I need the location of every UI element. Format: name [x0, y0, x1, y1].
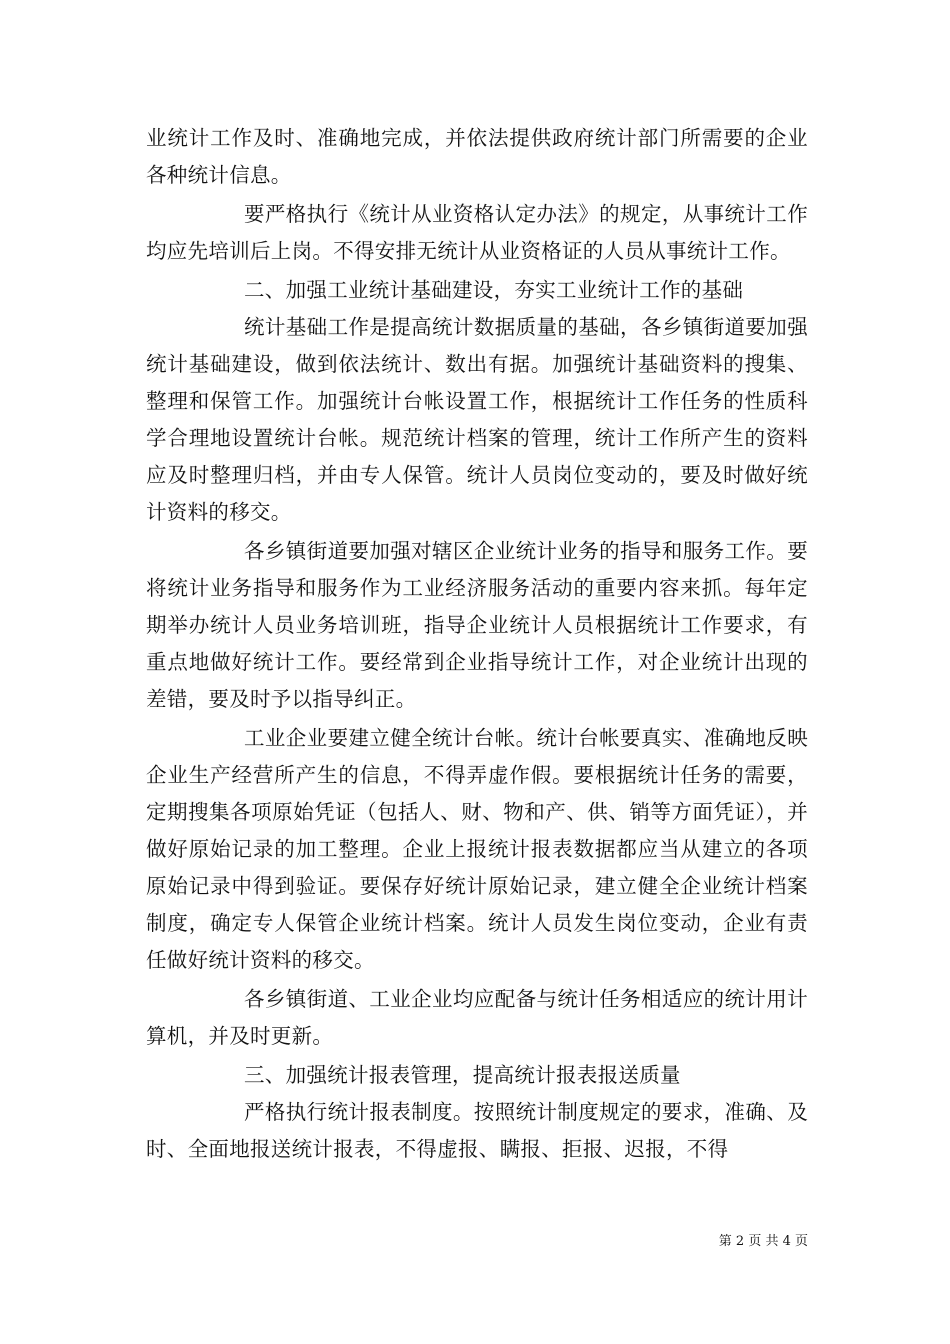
document-body — [146, 120, 808, 1168]
section-heading-3: 三、加强统计报表管理，提高统计报表报送质量 — [244, 1063, 681, 1087]
paragraph-continuation: 业统计工作及时、准确地完成，并依法提供政府统计部门所需要的企业各种统计信息。 — [146, 126, 808, 187]
paragraph-qualification: 要严格执行《统计从业资格认定办法》的规定，从事统计工作均应先培训后上岗。不得安排无统计从业资格证的人员从事统计工作。 — [146, 202, 808, 263]
paragraph-guidance: 各乡镇街道要加强对辖区企业统计业务的指导和服务工作。要将统计业务指导和服务作为工业经济服务活动的重要内容来抓。每年定期举办统计人员业务培训班，指导企业统计人员根据统计工作要求，有重点地做好统计工作。要经常到企业指导统计工作，对企业统计出现的差错，要及时予以指导纠正。 — [146, 539, 808, 711]
paragraph-basic-work: 统计基础工作是提高统计数据质量的基础，各乡镇街道要加强统计基础建设，做到依法统计、数出有据。加强统计基础资料的搜集、整理和保管工作。加强统计台帐设置工作，根据统计工作任务的性质科学合理地设置统计台帐。规范统计档案的管理，统计工作所产生的资料应及时整理归档，并由专人保管。统计人员岗位变动的，要及时做好统计资料的移交。 — [146, 315, 808, 524]
paragraph-computers: 各乡镇街道、工业企业均应配备与统计任务相适应的统计用计算机，并及时更新。 — [146, 987, 808, 1048]
paragraph-report-system: 严格执行统计报表制度。按照统计制度规定的要求，准确、及时、全面地报送统计报表，不得虚报、瞒报、拒报、迟报，不得 — [146, 1100, 808, 1161]
paragraph-ledger: 工业企业要建立健全统计台帐。统计台帐要真实、准确地反映企业生产经营所产生的信息，不得弄虚作假。要根据统计任务的需要，定期搜集各项原始凭证（包括人、财、物和产、供、销等方面凭证），并做好原始记录的加工整理。企业上报统计报表数据都应当从建立的各项原始记录中得到验证。要保存好统计原始记录，建立健全企业统计档案制度，确定专人保管企业统计档案。统计人员发生岗位变动，企业有责任做好统计资料的移交。 — [146, 726, 808, 972]
section-heading-2: 二、加强工业统计基础建设，夯实工业统计工作的基础 — [244, 278, 744, 302]
page-number-footer: 第 2 页 共 4 页 — [718, 1234, 808, 1249]
